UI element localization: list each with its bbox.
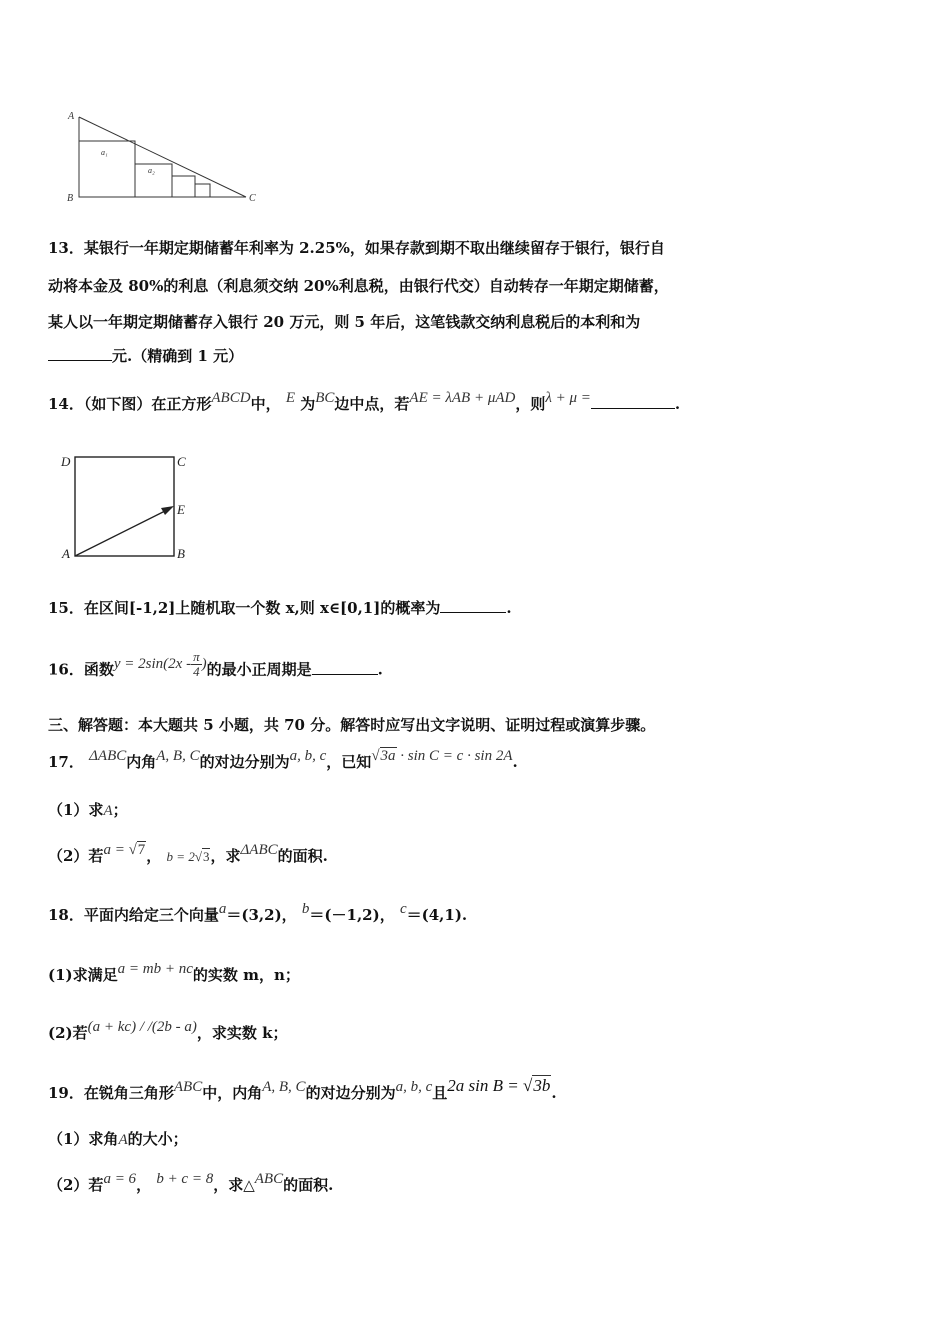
fig12-label-a1: a₁: [101, 148, 108, 157]
q17-question: 17． ΔABC内角A, B, C的对边分别为a, b, c，已知√3a · sin C = c · sin 2A.: [48, 748, 518, 771]
fig12-label-c: C: [249, 193, 256, 204]
q13-line-1: 13．某银行一年期定期储蓄年利率为 2.25%，如果存款到期不取出继续留存于银行，银行自: [48, 239, 665, 257]
q17-part-2: （2）若a = √7， b = 2√3，求ΔABC的面积.: [48, 842, 328, 865]
q18-question: 18．平面内给定三个向量a＝(3,2)， b＝(－1,2)， c＝(4,1).: [48, 901, 468, 924]
fig12-label-b: B: [67, 193, 74, 204]
fig14-label-b: B: [177, 546, 185, 561]
triangle-squares-figure: [60, 105, 270, 210]
fig12-label-a: A: [68, 111, 75, 122]
q18-part-1: (1)求满足a = mb + nc的实数 m，n；: [48, 961, 300, 984]
q14-question: 14．（如下图）在正方形ABCD中， E 为BC边中点，若AE = λAB + μAD，则λ + μ = .: [48, 390, 681, 413]
fig14-label-a: A: [62, 546, 70, 561]
answer-blank[interactable]: [591, 394, 675, 409]
q19-part-2: （2）若a = 6， b + c = 8，求△ABC的面积.: [48, 1171, 334, 1194]
answer-blank[interactable]: [440, 598, 506, 613]
q17-part-1: （1）求A；: [48, 801, 128, 819]
q13-line-4: 元.（精确到 1 元）: [48, 346, 243, 366]
q13-line-2: 动将本金及 80%的利息（利息须交纳 20%利息税，由银行代交）自动转存一年期定期储蓄，: [48, 277, 669, 295]
q13-line-3: 某人以一年期定期储蓄存入银行 20 万元，则 5 年后，这笔钱款交纳利息税后的本利和为: [48, 313, 641, 331]
fig12-label-a2: a₂: [148, 166, 155, 175]
fig14-label-e: E: [177, 502, 185, 517]
answer-blank[interactable]: [312, 660, 378, 675]
fig14-label-c: C: [177, 454, 186, 469]
section-3-heading: 三、解答题：本大题共 5 小题，共 70 分。解答时应写出文字说明、证明过程或演算步骤。: [48, 716, 656, 734]
fig14-label-d: D: [61, 454, 71, 469]
q15-question: 15．在区间[-1,2]上随机取一个数 x,则 x∈[0,1]的概率为 .: [48, 599, 512, 617]
q18-part-2: (2)若(a + kc) / /(2b - a)，求实数 k；: [48, 1019, 288, 1042]
answer-blank[interactable]: [48, 346, 112, 361]
square-figure: [55, 448, 205, 568]
q19-part-1: （1）求角A的大小；: [48, 1130, 188, 1148]
q16-question: 16．函数y = 2sin(2x - $\frac{\pi}{4}$ )的最小正周期是 .: [48, 649, 383, 679]
q19-question: 19．在锐角三角形ABC中，内角A, B, C的对边分别为a, b, c且2a sin B = √3b.: [48, 1076, 557, 1102]
